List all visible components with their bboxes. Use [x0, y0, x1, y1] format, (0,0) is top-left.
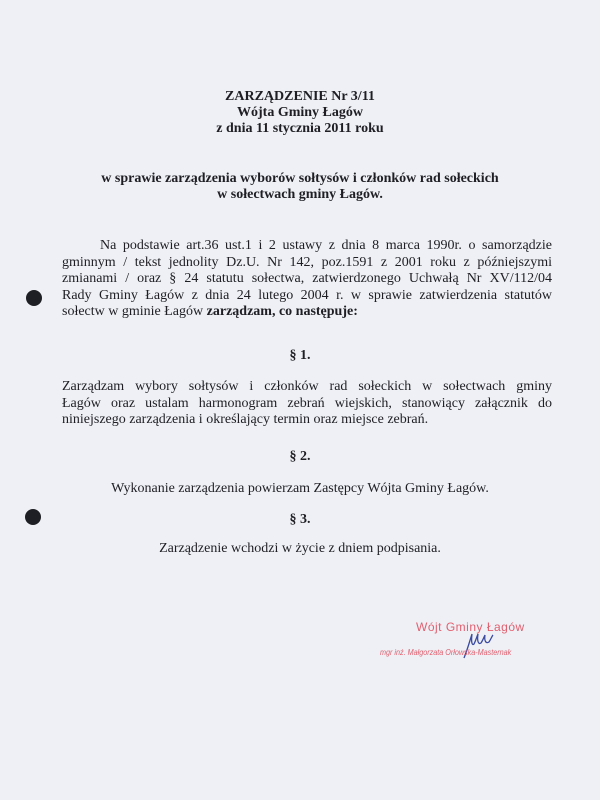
paragraph-line: Rady Gminy Łagów z dnia 24 lutego 2004 r. w sprawie zatwierdzenia statutów [62, 287, 552, 303]
section-heading-3: § 3. [289, 512, 311, 527]
intro-decree-phrase: zarządzam, co następuje: [206, 304, 358, 319]
subject-line: w sprawie zarządzenia wyborów sołtysów i członków rad sołeckich [101, 171, 499, 186]
paragraph-line: gminnym / tekst jednolity Dz.U. Nr 142, poz.1591 z 2001 roku z późniejszymi [62, 254, 552, 270]
section-heading-2: § 2. [289, 449, 311, 464]
document-issuer: Wójta Gminy Łagów [237, 105, 363, 120]
intro-paragraph [62, 238, 552, 321]
paragraph-line [62, 304, 552, 321]
section-3-text: Zarządzenie wchodzi w życie z dniem podpisania. [159, 541, 441, 556]
document-title: ZARZĄDZENIE Nr 3/11 [225, 89, 375, 104]
section-1-paragraph [62, 379, 552, 429]
paragraph-line: zmianami / oraz § 24 statutu sołectwa, zatwierdzonego Uchwałą Nr XV/112/04 [62, 271, 552, 286]
punch-hole [26, 290, 42, 306]
stamp-title: Wójt Gminy Łagów [416, 620, 525, 634]
stamp-name: mgr inż. Małgorzata Orłowska-Masternak [380, 648, 512, 657]
document-date: z dnia 11 stycznia 2011 roku [216, 121, 384, 136]
section-heading-1: § 1. [289, 348, 311, 363]
subject-line: w sołectwach gminy Łagów. [217, 187, 383, 202]
paragraph-line: niniejszego zarządzenia i określający termin oraz miejsce zebrań. [62, 412, 429, 427]
paragraph-line: Na podstawie art.36 ust.1 i 2 ustawy z dnia 8 marca 1990r. o samorządzie [100, 238, 552, 253]
paragraph-line: Łagów oraz ustalam harmonogram zebrań wiejskich, stanowiący załącznik do [62, 395, 552, 411]
section-2-text: Wykonanie zarządzenia powierzam Zastępcy Wójta Gminy Łagów. [111, 481, 489, 496]
paragraph-line: Zarządzam wybory sołtysów i członków rad sołeckich w sołectwach gminy [62, 379, 552, 394]
intro-text: sołectw w gminie Łagów [62, 304, 207, 319]
